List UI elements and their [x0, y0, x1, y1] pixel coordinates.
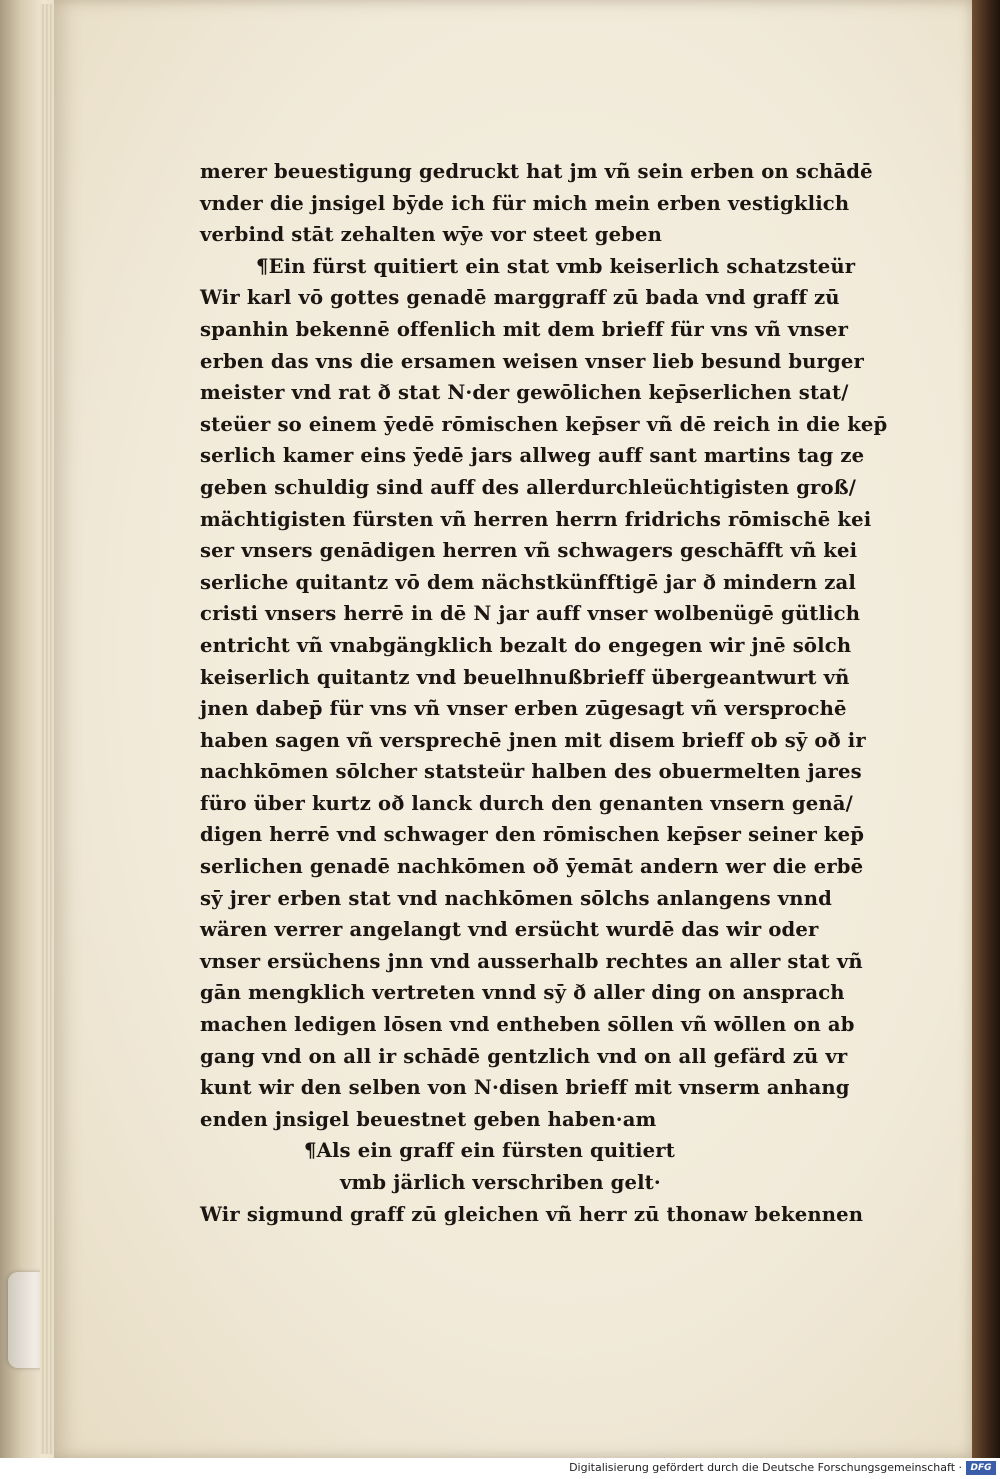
text-line: machen ledigen lōsen vnd entheben sōllen vñ wōllen on ab	[200, 1013, 855, 1037]
text-line: vnser ersüchens jnn vnd ausserhalb rechtes an aller stat vñ	[200, 949, 863, 973]
text-line: spanhin bekennē offenlich mit dem brieff für vns vñ vnser	[200, 317, 849, 341]
text-line: meister vnd rat ð stat N·der gewōlichen kep̄serlichen stat/	[200, 381, 849, 405]
text-line: ser vnsers genādigen herren vñ schwagers geschāfft vñ kei	[200, 539, 858, 563]
text-line: serlich kamer eins ȳedē jars allweg auff sant martins tag ze	[200, 444, 865, 468]
text-line: haben sagen vñ versprechē jnen mit disem brieff ob sȳ oð ir	[200, 728, 866, 752]
text-line: cristi vnsers herrē in dē N jar auff vnser wolbenügē gütlich	[200, 602, 861, 626]
text-line: gang vnd on all ir schādē gentzlich vnd on all gefärd zū vr	[200, 1044, 848, 1068]
dfg-logo: DFG	[966, 1461, 996, 1475]
text-line: erben das vns die ersamen weisen vnser lieb besund burger	[200, 349, 864, 373]
text-line: vnder die jnsigel bȳde ich für mich mein erben vestigklich	[200, 191, 850, 215]
text-line: füro über kurtz oð lanck durch den genanten vnsern genā/	[200, 791, 853, 815]
text-line: mächtigisten fürsten vñ herren herrn fridrichs rōmischē kei	[200, 507, 872, 531]
text-line: merer beuestigung gedruckt hat jm vñ sein erben on schādē	[200, 160, 873, 183]
text-line: sȳ jrer erben stat vnd nachkōmen sōlchs anlangens vnnd	[200, 886, 832, 910]
text-line: Wir karl vō gottes genadē marggraff zū bada vnd graff zū	[200, 286, 840, 310]
footer-bar	[0, 1458, 1000, 1479]
section-heading: ¶Als ein graff ein fürsten quitiert	[304, 1139, 675, 1163]
page-text	[200, 156, 912, 1230]
section-heading: ¶Ein fürst quitiert ein stat vmb keiserlich schatzsteür	[256, 254, 856, 278]
text-line: wären verrer angelangt vnd ersücht wurdē das wir oder	[200, 918, 819, 942]
text-line: gān mengklich vertreten vnnd sȳ ð aller ding on ansprach	[200, 981, 845, 1005]
text-line: nachkōmen sōlcher statsteür halben des obuermelten jares	[200, 760, 862, 784]
text-line: kunt wir den selben von N·disen brieff mit vnserm anhang	[200, 1076, 850, 1100]
text-line: entricht vñ vnabgängklich bezalt do engegen wir jnē sōlch	[200, 633, 852, 657]
text-line: verbind stāt zehalten wȳe vor steet geben	[200, 223, 663, 247]
text-line: digen herrē vnd schwager den rōmischen kep̄ser seiner kep̄	[200, 823, 865, 847]
book-gutter	[972, 0, 1000, 1458]
funding-credit: Digitalisierung gefördert durch die Deutsche Forschungsgemeinschaft ·	[569, 1461, 962, 1474]
text-line: Wir sigmund graff zū gleichen vñ herr zū thonaw bekennen	[200, 1202, 864, 1226]
text-line: serliche quitantz vō dem nächstkünfftigē jar ð mindern zal	[200, 570, 856, 594]
text-line: steüer so einem ȳedē rōmischen kep̄ser vñ dē reich in die kep̄	[200, 412, 888, 436]
text-line: serlichen genadē nachkōmen oð ȳemāt andern wer die erbē	[200, 855, 864, 879]
text-line: keiserlich quitantz vnd beuelhnußbrieff übergeantwurt vñ	[200, 665, 850, 689]
section-heading-continued: vmb järlich verschriben gelt·	[340, 1171, 661, 1194]
text-line: geben schuldig sind auff des allerdurchleüchtigisten groß/	[200, 475, 857, 499]
text-line: enden jnsigel beuestnet geben haben·am	[200, 1107, 657, 1131]
text-line: jnen dabep̄ für vns vñ vnser erben zūgesagt vñ versprochē	[200, 697, 847, 721]
